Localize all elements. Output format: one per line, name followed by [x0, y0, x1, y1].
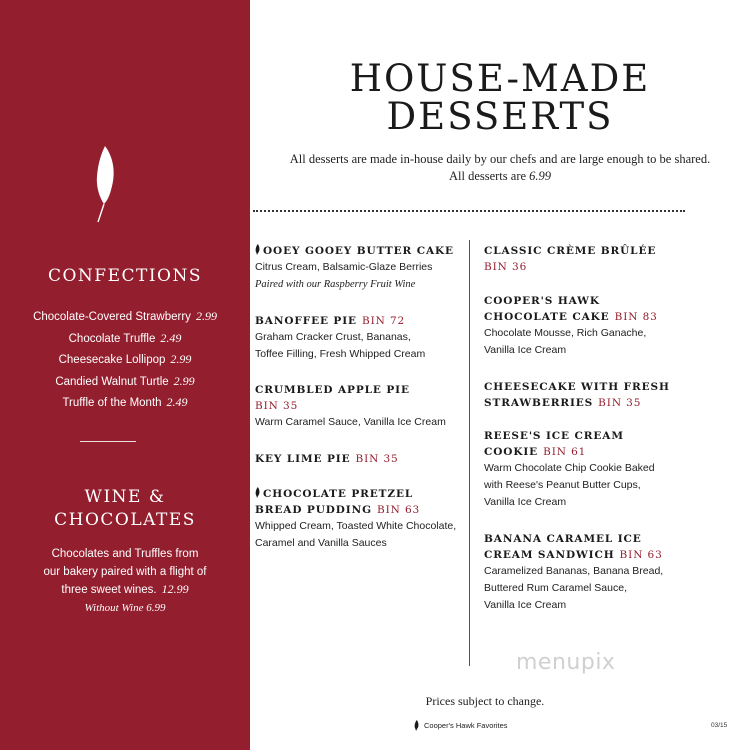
feather-icon [255, 487, 260, 498]
feather-icon [414, 720, 419, 731]
menu-item-banana-caramel-sandwich: BANANA CARAMEL ICE CREAM SANDWICH BIN 63 Caramelized Bananas, Banana Bread, Buttered Rum Caramel Sauce, Vanilla Ice Cream [484, 533, 664, 611]
feather-icon [255, 244, 260, 255]
watermark: menupix [516, 650, 616, 675]
wine-chocolates-heading: WINE & CHOCOLATES [54, 487, 196, 530]
menu-item-key-lime-pie: KEY LIME PIE BIN 35 [255, 453, 399, 465]
menu-item-creme-brulee: CLASSIC CRÈME BRÛLÉE BIN 36 [484, 245, 657, 273]
dotted-divider [253, 210, 685, 212]
page-title: HOUSE-MADE DESSERTS [349, 57, 651, 138]
list-item: Truffle of the Month 2.49 [62, 395, 188, 409]
menu-item-chocolate-cake: COOPER'S HAWK CHOCOLATE CAKE BIN 83 Chocolate Mousse, Rich Ganache, Vanilla Ice Cream [484, 295, 658, 356]
sidebar [0, 0, 250, 750]
menu-item-reeses-cookie: REESE'S ICE CREAM COOKIE BIN 61 Warm Chocolate Chip Cookie Baked with Reese's Peanut Butter Cups, Vanilla Ice Cream [484, 430, 655, 508]
list-item: Chocolate Truffle 2.49 [68, 330, 182, 345]
column-divider [469, 240, 470, 666]
confections-list [10, 306, 240, 414]
list-item: Chocolate-Covered Strawberry 2.99 [33, 309, 217, 323]
menu-item-crumbled-apple-pie: CRUMBLED APPLE PIE BIN 35 Warm Caramel Sauce, Vanilla Ice Cream [255, 384, 446, 428]
list-item: Candied Walnut Turtle 2.99 [55, 373, 195, 388]
menu-item-banoffee-pie: BANOFFEE PIE BIN 72 Graham Cracker Crust, Bananas, Toffee Filling, Fresh Whipped Cream [255, 315, 426, 360]
feather-icon [92, 144, 118, 224]
prices-note: Prices subject to change. [425, 694, 545, 708]
menu-item-chocolate-pretzel-bread-pudding: CHOCOLATE PRETZEL BREAD PUDDING BIN 63 Whipped Cream, Toasted White Chocolate, Caramel and Vanilla Sauces [255, 488, 457, 549]
date-code: 03/15 [711, 722, 728, 729]
wine-chocolates-description: Chocolates and Truffles from our bakery paired with a flight of three sweet wines. 12.99 Without Wine 6.99 [43, 548, 207, 614]
menu-item-cheesecake: CHEESECAKE WITH FRESH STRAWBERRIES BIN 35 [484, 381, 670, 409]
menu-item-ooey-gooey: OOEY GOOEY BUTTER CAKE Citrus Cream, Balsamic-Glaze Berries Paired with our Raspberry Fruit Wine [255, 245, 454, 290]
intro-text: All desserts are made in-house daily by our chefs and are large enough to be shared. All desserts are 6.99 [289, 152, 711, 183]
favorites-legend: Cooper's Hawk Favorites [414, 720, 508, 731]
section-divider [80, 441, 136, 442]
list-item: Cheesecake Lollipop 2.99 [58, 352, 192, 366]
confections-heading: CONFECTIONS [47, 266, 203, 286]
